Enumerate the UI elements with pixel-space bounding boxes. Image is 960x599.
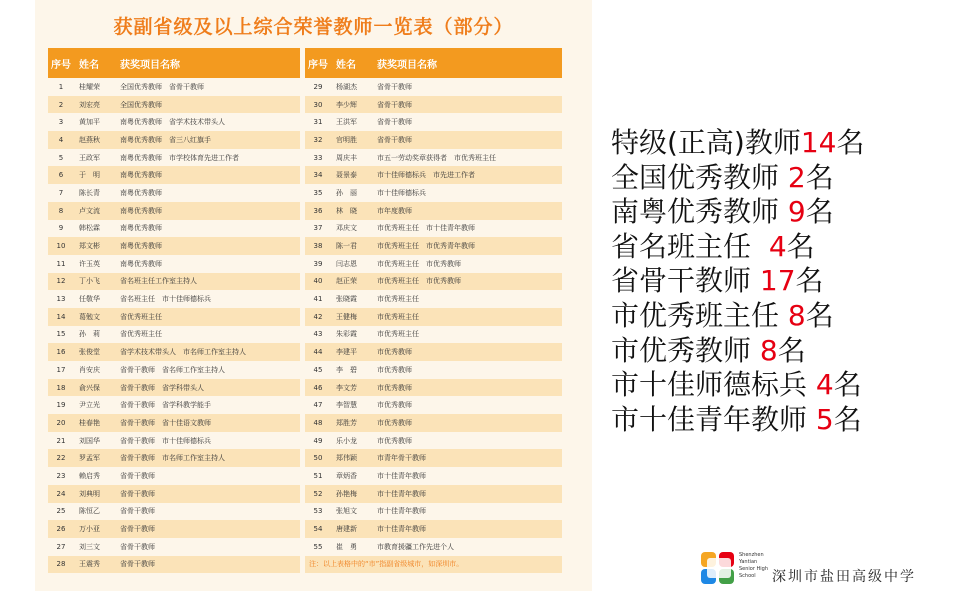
- stat-unit: 名: [805, 298, 834, 332]
- header-no: 序号: [48, 48, 74, 78]
- row-name: 杨湖杰: [331, 78, 373, 96]
- table-row: [48, 503, 300, 521]
- table-row: [305, 237, 562, 255]
- stat-label: 全国优秀教师: [611, 160, 788, 194]
- row-name: 孙 莉: [74, 326, 116, 344]
- stat-line: [611, 264, 956, 299]
- row-name: 赵正荣: [331, 273, 373, 291]
- row-no: 53: [305, 503, 331, 521]
- stat-label: 市优秀班主任: [611, 298, 788, 332]
- stat-line: [611, 195, 956, 230]
- table-row: [48, 361, 300, 379]
- table-row: [48, 379, 300, 397]
- row-no: 41: [305, 290, 331, 308]
- row-award: 市十佳青年教师: [373, 520, 562, 538]
- table-row: [48, 184, 300, 202]
- row-award: 市优秀教师: [373, 432, 562, 450]
- table-row: [305, 414, 562, 432]
- table-row: [305, 361, 562, 379]
- honor-table-right: [305, 48, 562, 573]
- row-award: 市优秀班主任 市优秀教师: [373, 273, 562, 291]
- table-row: [305, 290, 562, 308]
- row-name: 尹立光: [74, 396, 116, 414]
- row-award: 市十佳青年教师: [373, 485, 562, 503]
- row-name: 万小亚: [74, 520, 116, 538]
- row-name: 张俊堂: [74, 343, 116, 361]
- table-row: [305, 467, 562, 485]
- row-no: 6: [48, 166, 74, 184]
- row-no: 30: [305, 96, 331, 114]
- row-no: 39: [305, 255, 331, 273]
- row-name: 刘宏亮: [74, 96, 116, 114]
- row-no: 17: [48, 361, 74, 379]
- stat-line: [611, 403, 956, 438]
- row-name: 闫志恩: [331, 255, 373, 273]
- row-award: 南粤优秀教师: [116, 220, 300, 238]
- header-award: 获奖项目名称: [116, 48, 300, 78]
- table-row: [48, 166, 300, 184]
- row-award: 南粤优秀教师 市学校体育先进工作者: [116, 149, 300, 167]
- table-row: [48, 149, 300, 167]
- row-no: 21: [48, 432, 74, 450]
- row-name: 周庆丰: [331, 149, 373, 167]
- table-row: [48, 96, 300, 114]
- row-name: 桂春艳: [74, 414, 116, 432]
- row-award: 南粤优秀教师: [116, 166, 300, 184]
- table-note-row: [305, 556, 562, 574]
- row-name: 韩松霖: [74, 220, 116, 238]
- row-no: 33: [305, 149, 331, 167]
- row-name: 俞兴保: [74, 379, 116, 397]
- row-award: 市青年骨干教师: [373, 449, 562, 467]
- table-row: [305, 343, 562, 361]
- row-name: 卢文流: [74, 202, 116, 220]
- row-name: 邓庆文: [331, 220, 373, 238]
- table-row: [48, 290, 300, 308]
- row-name: 陈一君: [331, 237, 373, 255]
- row-name: 赖启秀: [74, 467, 116, 485]
- row-no: 37: [305, 220, 331, 238]
- table-row: [305, 113, 562, 131]
- row-no: 13: [48, 290, 74, 308]
- table-row: [48, 396, 300, 414]
- row-award: 省骨干教师 市名师工作室主持人: [116, 449, 300, 467]
- row-no: 22: [48, 449, 74, 467]
- stat-line: [611, 334, 956, 369]
- row-no: 29: [305, 78, 331, 96]
- row-name: 李少辉: [331, 96, 373, 114]
- table-row: [48, 131, 300, 149]
- table-row: [305, 379, 562, 397]
- row-award: 省骨干教师 省学科教学能手: [116, 396, 300, 414]
- row-award: 南粤优秀教师: [116, 255, 300, 273]
- stat-label: 市十佳青年教师: [611, 402, 816, 436]
- table-row: [305, 308, 562, 326]
- row-award: 省学术技术带头人 市名师工作室主持人: [116, 343, 300, 361]
- row-award: 南粤优秀教师 省学术技术带头人: [116, 113, 300, 131]
- table-row: [48, 308, 300, 326]
- row-no: 15: [48, 326, 74, 344]
- honor-table-left: [48, 48, 300, 573]
- row-name: 陈恒乙: [74, 503, 116, 521]
- row-no: 14: [48, 308, 74, 326]
- row-no: 38: [305, 237, 331, 255]
- table-row: [305, 432, 562, 450]
- stat-count: 9: [787, 195, 806, 229]
- row-award: 省骨干教师: [116, 503, 300, 521]
- table-row: [305, 149, 562, 167]
- logo-sub-line: Senior High School: [739, 566, 769, 579]
- row-name: 刘典明: [74, 485, 116, 503]
- poster-title: 获副省级及以上综合荣誉教师一览表（部分）: [113, 16, 514, 38]
- row-award: 市十佳青年教师: [373, 467, 562, 485]
- logo-subtitle: [739, 552, 769, 580]
- row-award: 市优秀班主任: [373, 308, 562, 326]
- row-no: 45: [305, 361, 331, 379]
- stat-label: 市十佳师德标兵: [611, 368, 816, 402]
- row-no: 27: [48, 538, 74, 556]
- row-award: 市优秀班主任 市优秀青年教师: [373, 237, 562, 255]
- row-name: 李文芳: [331, 379, 373, 397]
- row-name: 张旭文: [331, 503, 373, 521]
- table-row: [305, 184, 562, 202]
- row-name: 乐小龙: [331, 432, 373, 450]
- row-award: 省骨干教师: [116, 520, 300, 538]
- table-row: [48, 343, 300, 361]
- row-no: 10: [48, 237, 74, 255]
- row-award: 省骨干教师: [373, 113, 562, 131]
- stat-count: 17: [759, 264, 796, 298]
- table-row: [305, 485, 562, 503]
- table-row: [305, 449, 562, 467]
- table-row: [305, 202, 562, 220]
- table-row: [48, 113, 300, 131]
- row-no: 9: [48, 220, 74, 238]
- row-no: 50: [305, 449, 331, 467]
- stat-count: 8: [759, 333, 778, 367]
- row-no: 31: [305, 113, 331, 131]
- row-award: 省骨干教师: [373, 78, 562, 96]
- row-no: 42: [305, 308, 331, 326]
- stat-label: 省骨干教师: [611, 264, 760, 298]
- stat-count: 2: [787, 160, 806, 194]
- row-no: 34: [305, 166, 331, 184]
- logo-sub-line: Shenzhen: [739, 552, 764, 558]
- stat-line: [611, 161, 956, 196]
- table-row: [305, 166, 562, 184]
- row-name: 于 明: [74, 166, 116, 184]
- row-award: 省骨干教师: [116, 538, 300, 556]
- row-award: 南粤优秀教师 省三八红旗手: [116, 131, 300, 149]
- row-name: 孙艳梅: [331, 485, 373, 503]
- school-name: 深圳市盐田高级中学: [772, 569, 916, 585]
- row-name: 张晓霞: [331, 290, 373, 308]
- row-award: 市优秀教师: [373, 361, 562, 379]
- table-row: [48, 202, 300, 220]
- row-award: 省骨干教师 省名师工作室主持人: [116, 361, 300, 379]
- row-name: 林 晓: [331, 202, 373, 220]
- stats-list: [611, 126, 956, 437]
- row-award: 市优秀教师: [373, 379, 562, 397]
- stat-unit: 名: [795, 264, 824, 298]
- table-row: [48, 432, 300, 450]
- row-no: 19: [48, 396, 74, 414]
- row-name: 郑胜芳: [331, 414, 373, 432]
- row-award: 全国优秀教师 省骨干教师: [116, 78, 300, 96]
- row-award: 省骨干教师: [373, 96, 562, 114]
- row-name: 陈长青: [74, 184, 116, 202]
- row-name: 唐建新: [331, 520, 373, 538]
- stat-label: 特级(正高)教师: [611, 126, 801, 159]
- row-award: 市优秀班主任: [373, 290, 562, 308]
- row-name: 郑文彬: [74, 237, 116, 255]
- row-name: 任敬华: [74, 290, 116, 308]
- table-row: [305, 255, 562, 273]
- row-award: 市教育援疆工作先进个人: [373, 538, 562, 556]
- row-no: 32: [305, 131, 331, 149]
- row-award: 市年度教师: [373, 202, 562, 220]
- row-no: 23: [48, 467, 74, 485]
- table-row: [48, 273, 300, 291]
- table-row: [48, 467, 300, 485]
- row-name: 崔 勇: [331, 538, 373, 556]
- stat-unit: 名: [777, 333, 806, 367]
- header-name: 姓名: [74, 48, 116, 78]
- row-award: 南粤优秀教师: [116, 184, 300, 202]
- table-row: [305, 131, 562, 149]
- table-row: [48, 78, 300, 96]
- header-name: 姓名: [331, 48, 373, 78]
- stat-label: 省名班主任: [611, 229, 769, 263]
- row-no: 25: [48, 503, 74, 521]
- row-name: 李智慧: [331, 396, 373, 414]
- row-award: 省优秀班主任: [116, 308, 300, 326]
- table-row: [48, 414, 300, 432]
- row-no: 18: [48, 379, 74, 397]
- table-row: [48, 449, 300, 467]
- stat-count: 5: [815, 402, 834, 436]
- row-no: 43: [305, 326, 331, 344]
- stat-line: [611, 368, 956, 403]
- row-no: 54: [305, 520, 331, 538]
- row-award: 市十佳青年教师: [373, 503, 562, 521]
- row-no: 4: [48, 131, 74, 149]
- row-no: 2: [48, 96, 74, 114]
- row-award: 全国优秀教师: [116, 96, 300, 114]
- row-no: 51: [305, 467, 331, 485]
- row-name: 朱彩霞: [331, 326, 373, 344]
- row-award: 省骨干教师 省十佳语文教师: [116, 414, 300, 432]
- row-award: 省骨干教师 市十佳师德标兵: [116, 432, 300, 450]
- row-no: 46: [305, 379, 331, 397]
- stat-label: 南粤优秀教师: [611, 195, 788, 229]
- honor-poster: [35, 0, 592, 591]
- row-award: 市十佳师德标兵 市先进工作者: [373, 166, 562, 184]
- table-note: 注：以上表格中的“市”指副省级城市，如深圳市。: [305, 556, 562, 574]
- header-no: 序号: [305, 48, 331, 78]
- row-no: 47: [305, 396, 331, 414]
- table-header-row: [305, 48, 562, 78]
- row-no: 20: [48, 414, 74, 432]
- row-name: 李建平: [331, 343, 373, 361]
- row-no: 24: [48, 485, 74, 503]
- row-no: 1: [48, 78, 74, 96]
- table-row: [48, 485, 300, 503]
- row-name: 孙 丽: [331, 184, 373, 202]
- logo-sub-line: Yantian: [739, 559, 758, 565]
- row-award: 省名班主任工作室主持人: [116, 273, 300, 291]
- row-award: 南粤优秀教师: [116, 237, 300, 255]
- stat-unit: 名: [836, 126, 865, 159]
- row-name: 黄加平: [74, 113, 116, 131]
- row-award: 市五一劳动奖章获得者 市优秀班主任: [373, 149, 562, 167]
- stat-unit: 名: [833, 402, 862, 436]
- row-name: 官明胜: [331, 131, 373, 149]
- row-no: 12: [48, 273, 74, 291]
- stat-unit: 名: [805, 195, 834, 229]
- table-row: [305, 520, 562, 538]
- row-name: 王政军: [74, 149, 116, 167]
- stat-unit: 名: [786, 229, 815, 263]
- row-name: 王震秀: [74, 556, 116, 574]
- row-name: 桂耀荣: [74, 78, 116, 96]
- table-row: [48, 520, 300, 538]
- table-row: [305, 273, 562, 291]
- row-no: 49: [305, 432, 331, 450]
- row-no: 28: [48, 556, 74, 574]
- school-logo-icon: [699, 548, 739, 588]
- table-row: [48, 538, 300, 556]
- table-row: [48, 255, 300, 273]
- table-row: [305, 396, 562, 414]
- table-row: [305, 326, 562, 344]
- table-row: [305, 503, 562, 521]
- row-name: 许玉英: [74, 255, 116, 273]
- table-row: [48, 220, 300, 238]
- row-award: 省优秀班主任: [116, 326, 300, 344]
- row-no: 55: [305, 538, 331, 556]
- row-award: 省骨干教师: [116, 467, 300, 485]
- row-award: 省骨干教师: [116, 485, 300, 503]
- row-no: 40: [305, 273, 331, 291]
- stat-line: [611, 126, 956, 161]
- row-no: 5: [48, 149, 74, 167]
- row-name: 王健梅: [331, 308, 373, 326]
- row-no: 36: [305, 202, 331, 220]
- row-award: 市优秀班主任 市十佳青年教师: [373, 220, 562, 238]
- row-award: 市优秀教师: [373, 414, 562, 432]
- table-row: [305, 96, 562, 114]
- table-row: [48, 326, 300, 344]
- row-no: 3: [48, 113, 74, 131]
- row-no: 26: [48, 520, 74, 538]
- row-name: 丁小飞: [74, 273, 116, 291]
- row-no: 52: [305, 485, 331, 503]
- row-no: 7: [48, 184, 74, 202]
- row-no: 11: [48, 255, 74, 273]
- table-row: [305, 220, 562, 238]
- row-award: 省骨干教师: [116, 556, 300, 574]
- row-no: 16: [48, 343, 74, 361]
- row-award: 市优秀班主任 市优秀教师: [373, 255, 562, 273]
- row-award: 市十佳师德标兵: [373, 184, 562, 202]
- row-name: 聂景泰: [331, 166, 373, 184]
- row-award: 省骨干教师 省学科带头人: [116, 379, 300, 397]
- stat-line: [611, 230, 956, 265]
- stat-line: [611, 299, 956, 334]
- row-no: 48: [305, 414, 331, 432]
- row-name: 章炳香: [331, 467, 373, 485]
- row-award: 市优秀教师: [373, 396, 562, 414]
- stat-unit: 名: [833, 368, 862, 402]
- row-no: 35: [305, 184, 331, 202]
- row-award: 市优秀班主任: [373, 326, 562, 344]
- row-award: 省名班主任 市十佳师德标兵: [116, 290, 300, 308]
- row-name: 罗孟军: [74, 449, 116, 467]
- row-name: 刘三文: [74, 538, 116, 556]
- header-award: 获奖项目名称: [373, 48, 562, 78]
- row-award: 市优秀教师: [373, 343, 562, 361]
- row-name: 肖安庆: [74, 361, 116, 379]
- stat-count: 4: [815, 368, 834, 402]
- row-name: 王洪军: [331, 113, 373, 131]
- row-name: 赵燕秋: [74, 131, 116, 149]
- row-award: 南粤优秀教师: [116, 202, 300, 220]
- row-name: 郑伟颖: [331, 449, 373, 467]
- table-header-row: [48, 48, 300, 78]
- row-no: 8: [48, 202, 74, 220]
- stat-count: 14: [800, 126, 837, 159]
- row-award: 省骨干教师: [373, 131, 562, 149]
- row-name: 刘国华: [74, 432, 116, 450]
- stat-count: 4: [768, 229, 787, 263]
- stat-unit: 名: [805, 160, 834, 194]
- row-no: 44: [305, 343, 331, 361]
- table-row: [305, 538, 562, 556]
- table-row: [305, 78, 562, 96]
- table-row: [48, 556, 300, 574]
- row-name: 葛勉文: [74, 308, 116, 326]
- table-row: [48, 237, 300, 255]
- stat-label: 市优秀教师: [611, 333, 760, 367]
- row-name: 李 碧: [331, 361, 373, 379]
- stat-count: 8: [787, 298, 806, 332]
